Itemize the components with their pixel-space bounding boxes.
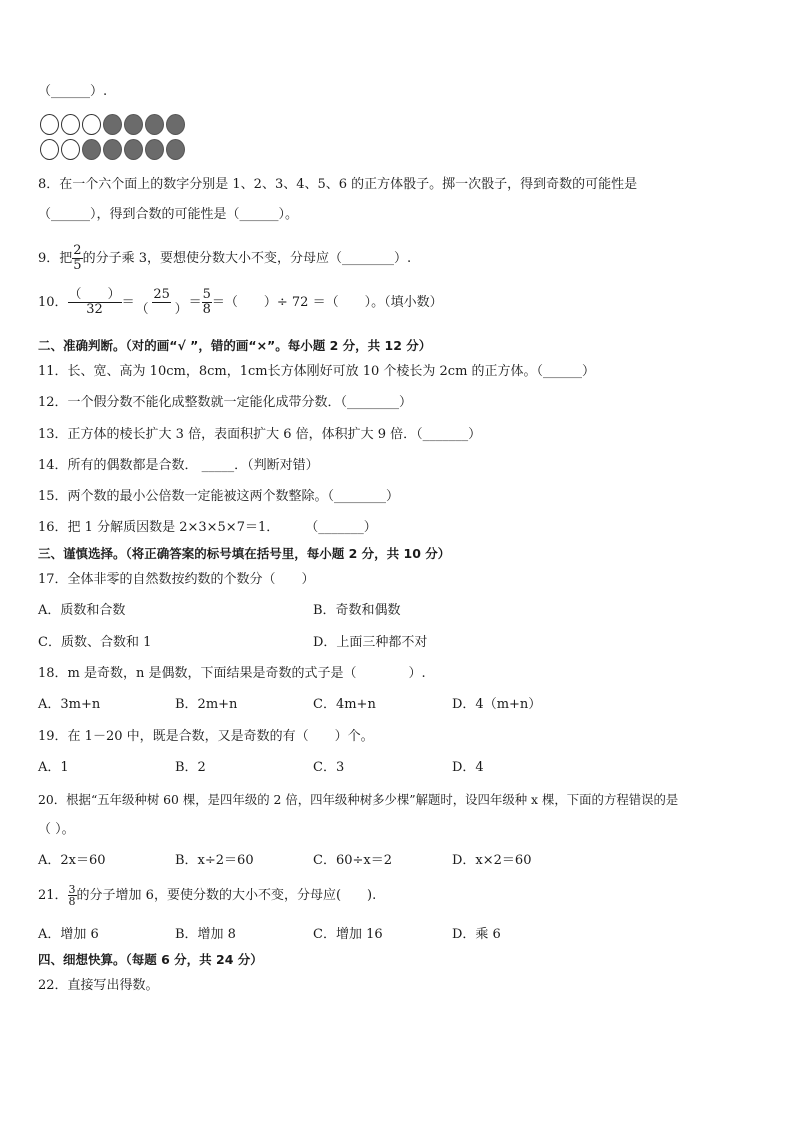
q17-option-a: A．质数和合数 xyxy=(38,603,126,618)
q18-option-c: C．4m+n xyxy=(313,697,376,712)
q20-line1: 20．根据“五年级种树 60 棵，是四年级的 2 倍，四年级种树多少棵”解题时，设四年级种 x 棵，下面的方程错误的是 xyxy=(38,792,679,807)
q14: 14．所有的偶数都是合数． _____．（判断对错） xyxy=(38,458,319,473)
q10-equals-1: ＝ xyxy=(121,295,135,310)
filled-circle xyxy=(103,139,122,160)
q21-option-d: D．乘 6 xyxy=(452,927,501,942)
q10-f2-denominator: （ ） xyxy=(135,302,188,317)
q10-prefix: 10． xyxy=(38,295,68,310)
q21-option-c: C．增加 16 xyxy=(313,927,383,942)
empty-circle xyxy=(82,114,101,135)
circle-row-2 xyxy=(40,139,185,160)
q10-f1-denominator: 32 xyxy=(86,302,103,317)
q8-line1: 8．在一个六个面上的数字分别是 1、2、3、4、5、6 的正方体骰子。掷一次骰子，得到奇数的可能性是 xyxy=(38,177,638,192)
q8-line2: （______），得到合数的可能性是（______）。 xyxy=(38,207,299,222)
q10-f3-denominator: 8 xyxy=(202,302,211,317)
q19-option-c: C．3 xyxy=(313,760,345,775)
q10-f2-numerator: 25 xyxy=(153,287,170,302)
q9-suffix: 的分子乘 3，要想使分数大小不变，分母应（________）. xyxy=(82,251,412,266)
q19-stem: 19．在 1－20 中，既是合数，又是奇数的有（ ）个。 xyxy=(38,729,374,744)
q21-numerator: 3 xyxy=(68,883,76,896)
filled-circle xyxy=(145,139,164,160)
q20-option-a: A．2x＝60 xyxy=(38,853,106,868)
empty-circle xyxy=(40,114,59,135)
q10-fraction-3 xyxy=(202,288,212,317)
filled-circle xyxy=(166,139,185,160)
q18-option-a: A．3m+n xyxy=(38,697,101,712)
q10 xyxy=(38,285,443,321)
q16: 16．把 1 分解质因数是 2×3×5×7＝1． （_______） xyxy=(38,520,377,535)
q20-option-c: C．60÷x＝2 xyxy=(313,853,392,868)
q21-suffix: 的分子增加 6，要使分数的大小不变，分母应( ). xyxy=(76,888,377,903)
top-answer-line: （______）. xyxy=(38,84,108,99)
section-4-heading: 四、细想快算。（每题 6 分，共 24 分） xyxy=(38,952,263,967)
q11: 11．长、宽、高为 10cm，8cm，1cm长方体刚好可放 10 个棱长为 2cm 的正方体。（______） xyxy=(38,364,596,379)
q10-fraction-2 xyxy=(135,288,189,317)
q10-fraction-1 xyxy=(68,288,122,317)
q20-line2: （ ）。 xyxy=(38,822,75,837)
q22: 22．直接写出得数。 xyxy=(38,978,159,993)
q20-option-d: D．x×2＝60 xyxy=(452,853,532,868)
q9-numerator: 2 xyxy=(73,243,82,258)
q19-option-a: A．1 xyxy=(38,760,69,775)
q21-stem xyxy=(38,880,376,912)
q21-option-a: A．增加 6 xyxy=(38,927,99,942)
q9-fraction xyxy=(72,244,82,273)
q18-stem: 18．m 是奇数，n 是偶数，下面结果是奇数的式子是（ ）. xyxy=(38,666,426,681)
filled-circle xyxy=(124,139,143,160)
q19-option-d: D．4 xyxy=(452,760,484,775)
q9-prefix: 9．把 xyxy=(38,251,73,266)
empty-circle xyxy=(40,139,59,160)
q20-option-b: B．x÷2＝60 xyxy=(175,853,254,868)
section-3-heading: 三、谨慎选择。（将正确答案的标号填在括号里，每小题 2 分，共 10 分） xyxy=(38,546,451,561)
filled-circle xyxy=(103,114,122,135)
q10-equals-2: ＝ xyxy=(188,295,202,310)
q21-denominator: 8 xyxy=(68,895,76,908)
q10-f1-numerator: （ ） xyxy=(68,287,121,302)
q17-option-c: C．质数、合数和 1 xyxy=(38,635,152,650)
q21-prefix: 21． xyxy=(38,888,68,903)
empty-circle xyxy=(61,139,80,160)
q12: 12．一个假分数不能化成整数就一定能化成带分数．（________） xyxy=(38,395,413,410)
q17-option-b: B．奇数和偶数 xyxy=(313,603,401,618)
circle-row-1 xyxy=(40,114,185,135)
q13: 13．正方体的棱长扩大 3 倍，表面积扩大 6 倍，体积扩大 9 倍．（_______） xyxy=(38,427,482,442)
q21-fraction xyxy=(68,884,77,907)
q17-stem: 17．全体非零的自然数按约数的个数分（ ） xyxy=(38,572,315,587)
q21-option-b: B．增加 8 xyxy=(175,927,236,942)
q15: 15．两个数的最小公倍数一定能被这两个数整除。（________） xyxy=(38,489,400,504)
section-2-heading: 二、准确判断。（对的画“√ ”，错的画“×”。每小题 2 分，共 12 分） xyxy=(38,338,432,353)
q9 xyxy=(38,244,411,274)
filled-circle xyxy=(145,114,164,135)
filled-circle xyxy=(124,114,143,135)
filled-circle xyxy=(82,139,101,160)
q10-f3-numerator: 5 xyxy=(202,287,211,302)
filled-circle xyxy=(166,114,185,135)
empty-circle xyxy=(61,114,80,135)
q10-tail: ＝（ ）÷ 72 ＝（ ）。（填小数） xyxy=(211,295,443,310)
q17-option-d: D．上面三种都不对 xyxy=(313,635,428,650)
q18-option-d: D．4（m+n） xyxy=(452,697,542,712)
q19-option-b: B．2 xyxy=(175,760,206,775)
q9-denominator: 5 xyxy=(73,258,82,273)
q18-option-b: B．2m+n xyxy=(175,697,238,712)
